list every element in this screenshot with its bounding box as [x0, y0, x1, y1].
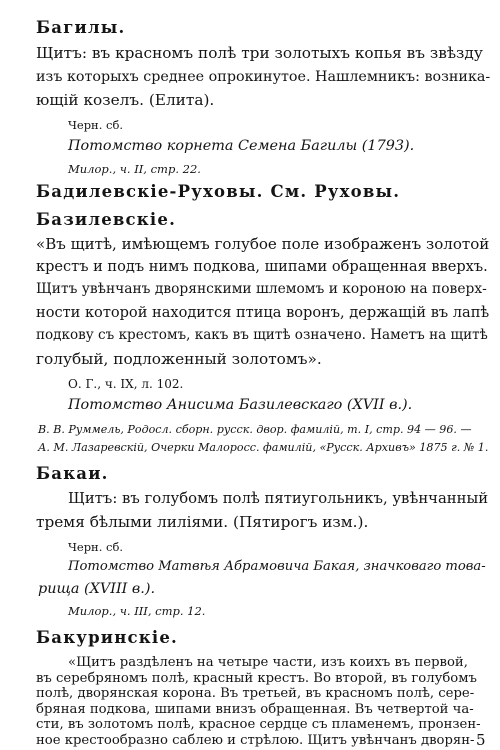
entry-text-line: изъ которыхъ среднее опрокинутое. Нашлемникъ: возника- — [36, 69, 491, 85]
entry-heading-bakai: Бакаи. — [36, 464, 109, 483]
entry-text-line: «Въ щитѣ, имѣющемъ голубое поле изображенъ золотой — [36, 235, 490, 253]
entry-reference: В. В. Руммель, Родосл. сборн. русск. двор. фамилій, т. I, стр. 94 — 96. — — [38, 423, 472, 436]
entry-lineage: Потомство Анисима Базилевскаго (XVII в.). — [68, 397, 413, 413]
entry-source: Черн. сб. — [68, 540, 124, 554]
entry-text-line: Щитъ увѣнчанъ дворянскими шлемомъ и короною на поверх- — [36, 281, 487, 297]
entry-text-line: полѣ, дворянская корона. Въ третьей, въ красномъ полѣ, сере- — [36, 686, 475, 702]
entry-text-line: въ серебряномъ полѣ, красный крестъ. Во второй, въ голубомъ — [36, 670, 477, 686]
entry-text-line: ющій козелъ. (Елита). — [36, 91, 215, 109]
entry-source: О. Г., ч. IX, л. 102. — [68, 377, 184, 391]
entry-reference: Милор., ч. II, стр. 22. — [68, 162, 201, 176]
entry-text-line: «Щитъ раздѣленъ на четыре части, изъ коихъ въ первой, — [68, 655, 468, 670]
entry-text-line: Щитъ: въ голубомъ полѣ пятиугольникъ, увѣнчанный — [68, 490, 489, 507]
entry-text-line: ное крестообразно саблею и стрѣлою. Щитъ увѣнчанъ дворян- — [36, 733, 475, 748]
entry-text-line: Щитъ: въ красномъ полѣ три золотыхъ копья въ звѣзду — [36, 44, 483, 62]
entry-heading-badilevskie: Бадилевскіе-Руховы. См. Руховы. — [36, 182, 401, 201]
entry-text-line: сти, въ золотомъ полѣ, красное сердце съ пламенемъ, пронзен- — [36, 717, 481, 733]
entry-heading-bazilevskie: Базилевскіе. — [36, 210, 177, 229]
entry-text-line: подкову съ крестомъ, какъ въ щитѣ означено. Наметъ на щитѣ — [36, 327, 488, 343]
entry-reference: А. М. Лазаревскій, Очерки Малоросс. фамилій, «Русск. Архивъ» 1875 г. № 1. — [38, 441, 489, 454]
entry-lineage: Потомство корнета Семена Багилы (1793). — [68, 138, 415, 154]
entry-lineage: рища (XVIII в.). — [38, 581, 156, 597]
entry-text-line: тремя бѣлыми лиліями. (Пятирогъ изм.). — [36, 513, 369, 531]
page-number: 5 — [476, 731, 486, 749]
entry-source: Черн. сб. — [68, 118, 124, 132]
entry-text-line: ности которой находится птица воронъ, держащій въ лапѣ — [36, 304, 490, 321]
entry-text-line: голубый, подложенный золотомъ». — [36, 350, 322, 368]
entry-heading-bagily: Багилы. — [36, 18, 126, 37]
entry-text-line: бряная подкова, шипами внизъ обращенная. Въ четвертой ча- — [36, 701, 474, 717]
entry-heading-bakurinskie: Бакуринскіе. — [36, 628, 178, 647]
entry-reference: Милор., ч. III, стр. 12. — [68, 604, 206, 618]
entry-lineage: Потомство Матвѣя Абрамовича Бакая, значковаго това- — [68, 559, 486, 574]
entry-text-line: крестъ и подъ нимъ подкова, шипами обращенная вверхъ. — [36, 258, 488, 275]
